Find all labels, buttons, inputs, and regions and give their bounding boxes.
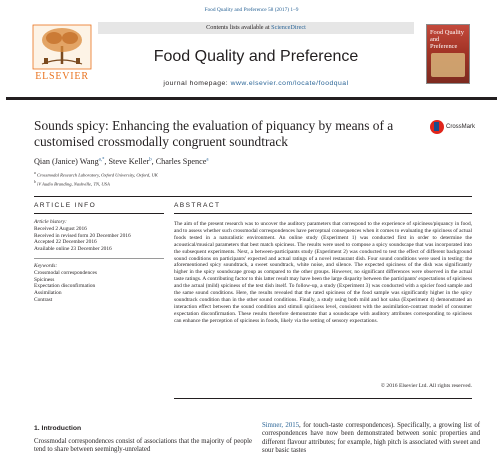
body-right-text: , for touch-taste correspondences). Specifically, a growing list of correspondences have now been demonstrated between sonic properties and different flavour attributes; for example, high pitch is associated with sweet and sour basic tastes [262, 422, 481, 455]
author-list: Qian (Janice) Wang$^{a,*}$, Steve Keller$^b$, Charles Spence$^a$ [34, 157, 209, 166]
journal-cover-thumbnail[interactable] [426, 24, 470, 84]
contents-prefix: Contents lists available at [206, 24, 272, 31]
homepage-prefix: journal homepage: [163, 80, 231, 87]
header-divider [6, 97, 497, 100]
keywords-label: Keywords: [34, 263, 58, 269]
article-history [34, 219, 164, 253]
keywords [34, 263, 164, 304]
homepage-link[interactable]: www.elsevier.com/locate/foodqual [230, 80, 349, 87]
article-info-divider [34, 213, 164, 214]
author-affil-marker[interactable]: b [149, 157, 152, 163]
author-name[interactable]: Qian (Janice) Wang [34, 157, 99, 166]
crossmark-label: CrossMark [446, 124, 476, 130]
author-affil-marker[interactable]: a [206, 157, 209, 163]
affiliation-item [34, 179, 158, 188]
sciencedirect-link[interactable]: ScienceDirect [271, 24, 306, 31]
crossmark-icon [430, 120, 444, 134]
article-title: Sounds spicy: Enhancing the evaluation of piquancy by means of a customised crossmodally congruent soundtrack [34, 118, 394, 149]
history-item: Received in revised form 20 December 2016 [34, 232, 131, 239]
keyword-item: Spiciness [34, 276, 55, 283]
abstract-text: The aim of the present research was to uncover the auditory parameters that correspond to the experience of spiciness/piquancy in food, and to assess whether such crossmodal correspondences have perceptual consequences when it comes to evaluating the spiciness of actual foods tested in a naturalistic environment. An online study (Experiment 1) was conducted first in order to determine the acoustical/musical parameters that best match spiciness. The results were used to compose a spicy soundscape that was incorporated into the subsequent experiments. Next, a between-participants study (Experiment 2) was conducted to test the effect of different background sound conditions on participants' expected and actual ratings of a novel restaurant dish. Four sound conditions were used in testing: the aforementioned spicy soundtrack, a sweet soundtrack, white noise, and silence. The expected spiciness of the dish was significantly higher in the spicy soundscape group as compared to the other groups. However, no significant differences were observed in the actual taste ratings. A contributing factor to this latter result may have been the large disparity between the participants' expectations of spiciness and the actual (mild) spiciness of the test dish itself. To follow-up, a study (Experiment 3) was conducted with a spicier food sample and the same sound conditions. Here, the results revealed that the rated spiciness of the food sample was significantly higher in the spicy soundtrack condition than in the other sound conditions. Finally, a study using both mild and hot salsa (Experiment 4) demonstrated an interaction effect between the sound condition and stimuli spiciness level, consistent with the assimilation-contrast model of consumer expectation disconfirmation. These results therefore demonstrate that a soundscape with auditory attributes corresponding to spiciness can enhance the perception of spiciness in foods, likely via the setting of sensory expectations. [174, 221, 472, 324]
keyword-item: Expectation disconfirmation [34, 283, 96, 290]
affiliation-text: iV Audio Branding, Nashville, TN, USA [36, 181, 110, 187]
body-right-column [262, 422, 480, 456]
keywords-divider [34, 258, 164, 259]
cover-title: Food Quality and Preference [430, 29, 464, 50]
affiliations [34, 170, 158, 187]
journal-header [6, 22, 497, 92]
journal-homepage [98, 80, 414, 87]
elsevier-wordmark: ELSEVIER [35, 71, 89, 82]
affiliation-marker: b [34, 179, 36, 184]
history-item: Available online 23 December 2016 [34, 246, 112, 253]
copyright-notice: © 2016 Elsevier Ltd. All rights reserved. [380, 383, 472, 389]
affiliation-marker: a [34, 171, 36, 175]
history-item: Received 2 August 2016 [34, 225, 87, 232]
author-name[interactable]: Charles Spence [155, 157, 207, 166]
journal-title: Food Quality and Preference [153, 48, 359, 65]
abstract-divider [174, 213, 472, 214]
affiliation-item [34, 170, 158, 179]
citation-link[interactable]: Simner, 2015 [262, 422, 300, 429]
history-item: Accepted 22 December 2016 [34, 239, 97, 246]
keyword-item: Crossmodal correspondences [34, 269, 98, 276]
author-name[interactable]: Steve Keller [108, 157, 150, 166]
history-label: Article history: [34, 219, 67, 225]
introduction-heading: 1. Introduction [34, 425, 82, 432]
elsevier-logo[interactable] [32, 24, 92, 80]
cover-image [431, 53, 465, 77]
abstract-heading: ABSTRACT [174, 202, 221, 209]
author-divider [34, 196, 472, 197]
journal-banner [98, 22, 414, 88]
keyword-item: Assimilation [34, 290, 62, 297]
affiliation-text: Crossmodal Research Laboratory, Oxford University, Oxford, UK [36, 172, 158, 178]
introduction-paragraph: Crossmodal correspondences consist of associations that the majority of people tend to share between seemingly-unrelated [34, 438, 252, 454]
keyword-item: Contrast [34, 296, 53, 303]
author-affil-marker[interactable]: a,* [98, 157, 105, 163]
article-info-heading: ARTICLE INFO [34, 202, 97, 209]
crossmark-badge[interactable] [430, 120, 475, 134]
abstract-bottom-divider [174, 398, 472, 399]
elsevier-tree-icon [32, 24, 92, 70]
journal-citation[interactable]: Food Quality and Preference 58 (2017) 1–9 [204, 7, 299, 13]
contents-bar [98, 22, 414, 34]
